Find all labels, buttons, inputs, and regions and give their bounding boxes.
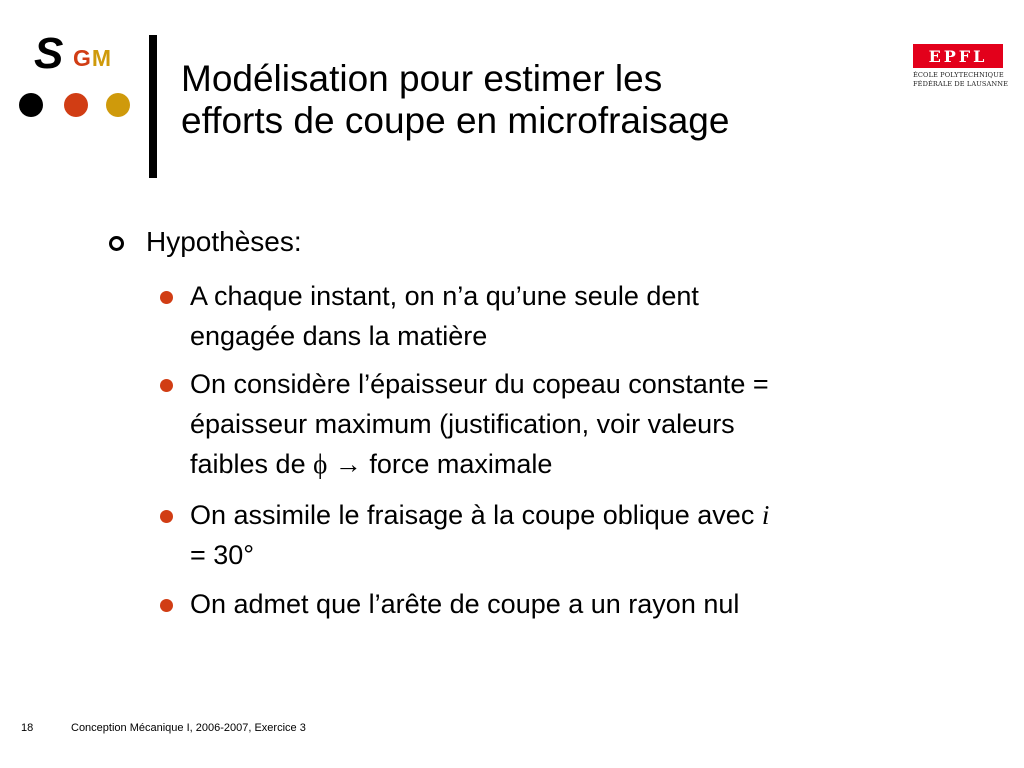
- sgm-logo-g: G: [73, 45, 92, 71]
- bullet-4-line-1: On admet que l’arête de coupe a un rayon nul: [190, 589, 740, 619]
- bullet-2-line-3-suffix: force maximale: [369, 449, 553, 479]
- slide-title: Modélisation pour estimer les efforts de coupe en microfraisage: [181, 58, 730, 141]
- bullet-item-1: [190, 276, 950, 356]
- bullet-2-line-3: [190, 444, 950, 484]
- bullet-1-line-2: engagée dans la matière: [190, 321, 488, 351]
- logo-dot-black: [19, 93, 43, 117]
- bullet-dot-icon: [160, 291, 173, 304]
- bullet-3-line-1-prefix: On assimile le fraisage à la coupe oblique avec: [190, 500, 762, 530]
- bullet-2-line-1: On considère l’épaisseur du copeau constante =: [190, 369, 769, 399]
- bullet-1-line-1: A chaque instant, on n’a qu’une seule dent: [190, 281, 699, 311]
- variable-i: i: [761, 500, 770, 530]
- sgm-logo-s: S: [34, 29, 64, 78]
- footer-page-number: 18: [21, 722, 34, 734]
- ring-bullet-icon: [109, 236, 124, 251]
- bullet-dot-icon: [160, 599, 173, 612]
- bullet-2-line-2: épaisseur maximum (justification, voir valeurs: [190, 409, 735, 439]
- logo-dot-red: [64, 93, 88, 117]
- bullet-dot-icon: [160, 379, 173, 392]
- bullet-dot-icon: [160, 510, 173, 523]
- bullet-item-4: [190, 584, 950, 624]
- sgm-logo: [18, 30, 138, 125]
- epfl-logo-line2: FÉDÉRALE DE LAUSANNE: [913, 80, 1009, 88]
- bullet-3-line-1: [190, 495, 950, 535]
- arrow-symbol: →: [327, 449, 370, 479]
- sgm-logo-m: M: [91, 45, 113, 71]
- sgm-logo-gm: [73, 47, 112, 70]
- phi-symbol: ϕ: [313, 449, 328, 479]
- heading-hypotheses: Hypothèses:: [146, 226, 302, 257]
- epfl-logo-line1: ÉCOLE POLYTECHNIQUE: [913, 71, 1004, 79]
- bullet-3-line-2: = 30°: [190, 540, 255, 570]
- logo-dot-gold: [106, 93, 130, 117]
- bullet-item-2: [190, 364, 950, 484]
- bullet-item-3: [190, 495, 950, 575]
- epfl-logo-mark: EPFL: [913, 44, 1003, 68]
- bullet-2-line-3-prefix: faibles de: [190, 449, 314, 479]
- title-divider-bar: [149, 35, 157, 178]
- epfl-logo: [913, 44, 1009, 89]
- footer-text: Conception Mécanique I, 2006-2007, Exercice 3: [71, 722, 306, 734]
